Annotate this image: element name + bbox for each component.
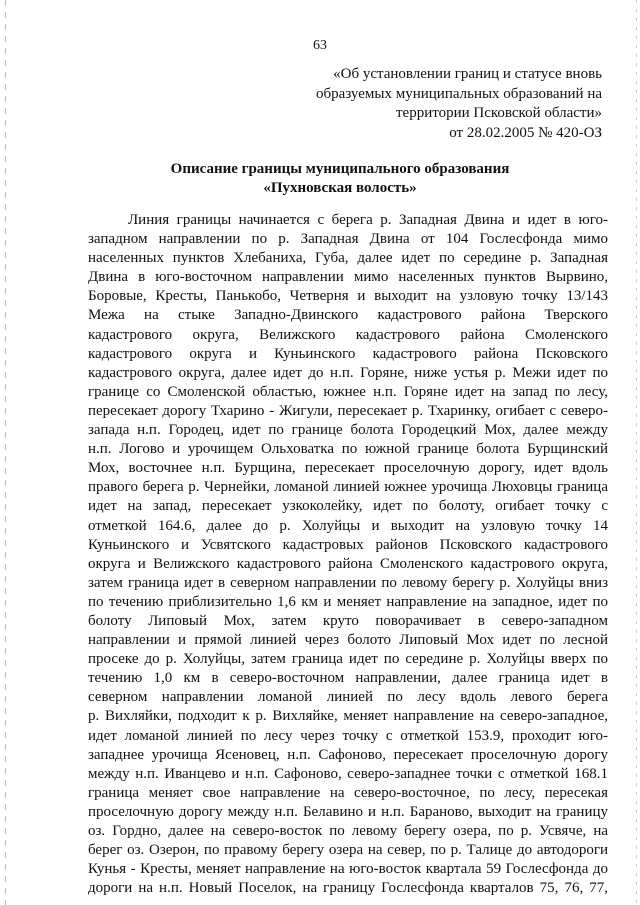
body-text-line: берег оз. Озерон, по правому берегу озера на север, по р. Талице до автодороги (88, 842, 608, 859)
scan-edge-right (636, 0, 637, 905)
body-text-line: населенных пунктов Хлебаниха, Губа, далее идет по середине р. Западная (88, 250, 608, 267)
boundary-description (88, 211, 608, 898)
body-text-line: Двина в юго-восточном направлении мимо населенных пунктов Вырвино, (88, 269, 608, 286)
body-text-line: Кунья - Кресты, меняет направление на юго-восток квартала 59 Гослесфонда до (88, 861, 608, 878)
body-text-line: пересекает дорогу Тхарино - Жигули, пересекает р. Тхаринку, огибает с северо- (88, 402, 608, 419)
law-reference-line: «Об установлении границ и статусе вновь (333, 66, 602, 82)
body-text-line: болоту Липовый Мох, затем круто поворачивает в северо-западном (88, 612, 608, 629)
body-text-line: запада н.п. Городец, идет по границе болота Городецкий Мох, далее между (88, 422, 608, 439)
body-text-line: правого берега р. Чернейки, ломаной линией южнее урочища Люховцы граница (88, 479, 608, 496)
body-text-line: проселочную дорогу между н.п. Белавино и н.п. Бараново, выходит на границу (88, 803, 608, 820)
body-text-line: идет на запад, пересекает узкоколейку, идет по болоту, огибает точку с (88, 498, 608, 515)
body-text-line: течению 1,0 км в северо-восточном направлении, далее граница идет в (88, 670, 608, 687)
body-text-line: кадастрового округа, далее идет до н.п. Горяне, ниже устья р. Межи идет по (88, 364, 608, 381)
body-text-line: затем граница идет в северном направлении по левому берегу р. Холуйцы вниз (88, 574, 608, 591)
body-text-line: Куньинского и Усвятского кадастровых районов Псковского кадастрового (88, 536, 608, 553)
law-reference (272, 65, 602, 143)
law-reference-line: образуемых муниципальных образований на (316, 85, 602, 102)
body-text-line: идет ломаной линией по лесу через точку с отметкой 153.9, проходит юго- (88, 727, 608, 744)
body-text-line: между н.п. Иванцево и н.п. Сафоново, северо-западнее точки с отметкой 168.1 (88, 765, 608, 782)
body-text-line: оз. Гордно, далее на северо-восток по левому берегу озера, по р. Усвяче, на (88, 823, 608, 839)
scan-edge-left (5, 0, 6, 905)
body-text-line: Линия границы начинается с берега р. Западная Двина и идет в юго- (128, 212, 608, 228)
body-text-line: кадастрового округа, Велижского кадастрового района Смоленского (88, 326, 608, 343)
body-text-line: кадастрового округа и Куньинского кадастрового района Псковского (88, 345, 608, 362)
page-number: 63 (313, 38, 327, 53)
body-text-line: западнее урочища Ясеновец, н.п. Сафоново, пересекает проселочную дорогу (88, 746, 608, 763)
body-text-line: западном направлении по р. Западная Двина от 104 Гослесфонда мимо (88, 231, 608, 248)
body-text-line: дороги на н.п. Новый Поселок, на границу Гослесфонда кварталов 75, 76, 77, (88, 880, 608, 897)
body-text-line: округа и Велижского кадастрового района Смоленского кадастрового округа, (88, 555, 608, 572)
law-reference-date: от 28.02.2005 № 420-ОЗ (449, 124, 602, 141)
body-text-line: северном направлении ломаной линией по лесу вдоль левого берега (88, 689, 608, 706)
title-line: «Пухновская волость» (263, 180, 417, 196)
body-text-line: Межа на стыке Западно-Двинского кадастрового района Тверского (88, 307, 608, 324)
body-text-line: Боровые, Кресты, Панькобо, Четверня и выходит на узловую точку 13/143 (88, 288, 608, 305)
body-text-line: отметкой 164.6, далее до р. Холуйцы и выходит на узловую точку 14 (88, 517, 608, 534)
law-reference-line: территории Псковской области» (395, 105, 602, 121)
title-line: Описание границы муниципального образования (170, 161, 510, 177)
body-text-line: Мох, восточнее н.п. Бурщина, пересекает проселочную дорогу, идет вдоль (88, 460, 608, 477)
body-text-line: границе со Смоленской областью, южнее н.п. Горяне идет на запад по лесу, (88, 383, 608, 400)
body-text-line: граница меняет свое направление на северо-восточное, по лесу, пересекая (88, 784, 608, 801)
body-text-line: просеке до р. Холуйцы, затем граница идет по середине р. Холуйцы вверх по (88, 651, 608, 668)
body-text-line: н.п. Логово и урочищем Ольховатка по южной границе болота Бурщинский (88, 441, 608, 458)
body-text-line: направлении и прямой линией через болото Липовый Мох идет по лесной (88, 632, 608, 649)
body-text-line: р. Вихляйки, подходит к р. Вихляйке, меняет направление на северо-западное, (88, 708, 608, 725)
body-text-line: по течению приблизительно 1,6 км и меняет направление на западное, идет по (88, 593, 608, 610)
document-title (60, 160, 620, 198)
